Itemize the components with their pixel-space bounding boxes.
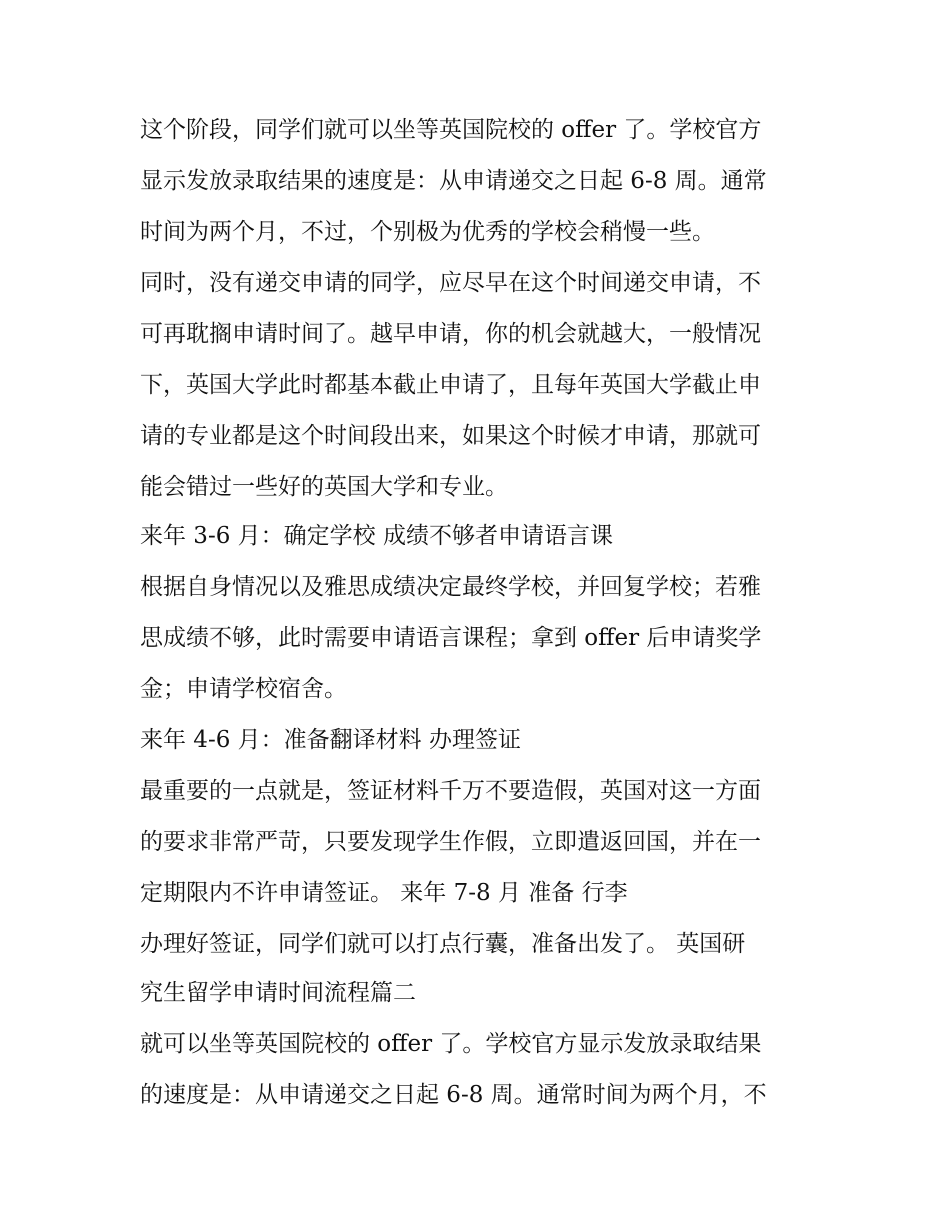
text-line: 究生留学申请时间流程篇二 — [140, 980, 416, 1006]
text-line: 时间为两个月，不过，个别极为优秀的学校会稍慢一些。 — [140, 219, 715, 245]
text-line: 请的专业都是这个时间段出来，如果这个时候才申请，那就可 — [140, 423, 761, 449]
text-line: 定期限内不许申请签证。 来年 7-8 月 准备 行李 — [140, 880, 628, 906]
text-line: 的要求非常严苛，只要发现学生作假，立即遣返回国，并在一 — [140, 829, 761, 855]
text-line: 最重要的一点就是，签证材料千万不要造假，英国对这一方面 — [140, 778, 761, 804]
text-line: 同时，没有递交申请的同学，应尽早在这个时间递交申请，不 — [140, 270, 761, 296]
section-heading: 来年 3-6 月：确定学校 成绩不够者申请语言课 — [140, 523, 613, 549]
text-line: 这个阶段，同学们就可以坐等英国院校的 offer 了。学校官方 — [140, 117, 762, 143]
text-line: 显示发放录取结果的速度是：从申请递交之日起 6-8 周。通常 — [140, 168, 767, 194]
text-line: 根据自身情况以及雅思成绩决定最终学校，并回复学校；若雅 — [140, 574, 761, 600]
text-line: 的速度是：从申请递交之日起 6-8 周。通常时间为两个月，不 — [140, 1082, 767, 1108]
text-line: 下，英国大学此时都基本截止申请了，且每年英国大学截止申 — [140, 372, 761, 398]
text-line: 能会错过一些好的英国大学和专业。 — [140, 474, 508, 500]
section-heading: 来年 4-6 月：准备翻译材料 办理签证 — [140, 727, 521, 753]
text-line: 办理好签证，同学们就可以打点行囊，准备出发了。 英国研 — [140, 931, 746, 957]
text-line: 金；申请学校宿舍。 — [140, 676, 347, 702]
text-line: 思成绩不够，此时需要申请语言课程；拿到 offer 后申请奖学 — [140, 625, 762, 651]
text-line: 就可以坐等英国院校的 offer 了。学校官方显示发放录取结果 — [140, 1031, 762, 1057]
text-line: 可再耽搁申请时间了。越早申请，你的机会就越大，一般情况 — [140, 321, 761, 347]
